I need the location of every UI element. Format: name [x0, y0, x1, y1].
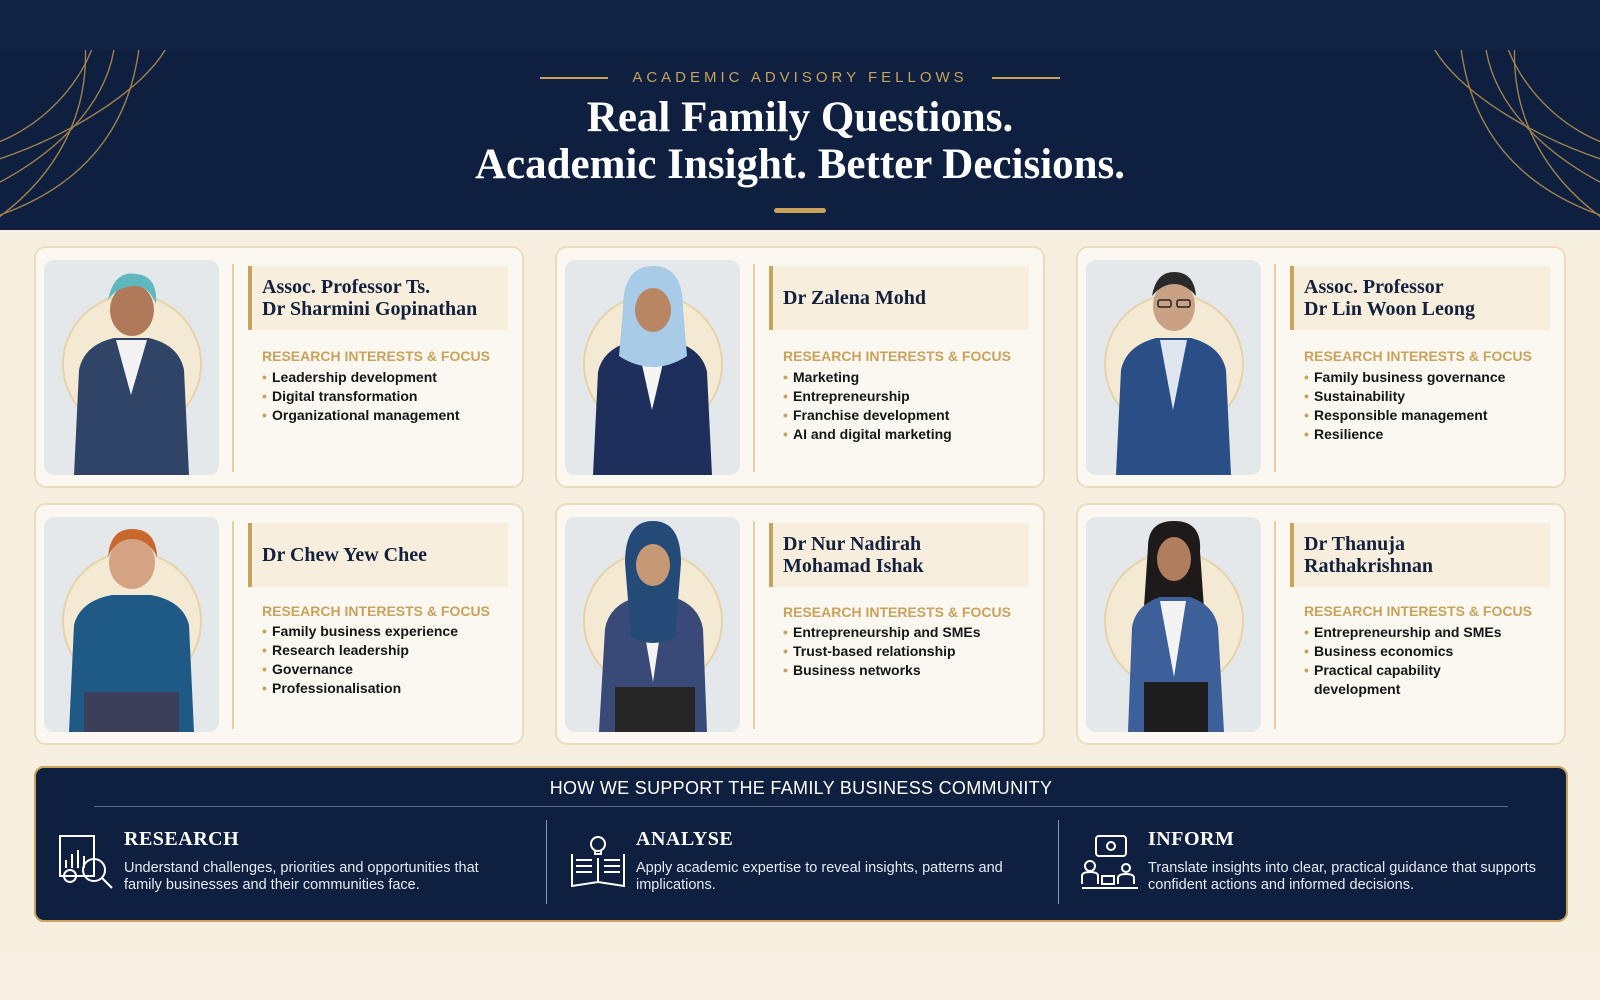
fellow-name-box: [1290, 523, 1550, 587]
pillar-text: Apply academic expertise to reveal insights, patterns and implications.: [636, 860, 1003, 893]
card-divider: [753, 264, 755, 472]
person-silhouette-icon: [44, 517, 219, 732]
pillar-inform: [1060, 820, 1560, 908]
interest-item: • Business networks: [783, 661, 1038, 680]
interest-item: • Professionalisation: [262, 679, 517, 698]
interest-item: • Digital transformation: [262, 387, 517, 406]
interests-list: [262, 622, 517, 698]
pillar-analyse: [548, 820, 1048, 908]
fellow-name: Dr Nur Nadirah Mohamad Ishak: [783, 533, 924, 577]
pillar-heading: ANALYSE: [636, 828, 734, 850]
fellow-name: Dr Zalena Mohd: [783, 287, 926, 309]
interests-list: [783, 368, 1038, 444]
pillar-research: [36, 820, 536, 908]
pillar-separator: [546, 820, 547, 904]
fellow-photo: [565, 260, 740, 475]
pillar-separator: [1058, 820, 1059, 904]
fellow-name: Dr Thanuja Rathakrishnan: [1304, 533, 1433, 577]
card-divider: [232, 521, 234, 729]
research-interests-label: RESEARCH INTERESTS & FOCUS: [262, 603, 490, 619]
interest-item: • Organizational management: [262, 406, 517, 425]
card-divider: [753, 521, 755, 729]
support-rule: [94, 806, 1508, 807]
card-divider: [1274, 264, 1276, 472]
person-silhouette-icon: [565, 517, 740, 732]
person-silhouette-icon: [1086, 260, 1261, 475]
interest-item: • Business economics: [1304, 642, 1559, 661]
person-silhouette-icon: [1086, 517, 1261, 732]
research-interests-label: RESEARCH INTERESTS & FOCUS: [783, 604, 1011, 620]
fellow-name: Dr Chew Yew Chee: [262, 544, 427, 566]
person-silhouette-icon: [44, 260, 219, 475]
fellow-photo: [1086, 517, 1261, 732]
eyebrow-text: ACADEMIC ADVISORY FELLOWS: [632, 69, 968, 86]
interest-item: • Practical capability development: [1304, 661, 1474, 699]
interest-item: • Resilience: [1304, 425, 1559, 444]
fellow-photo: [44, 260, 219, 475]
fellow-card: [1076, 503, 1566, 745]
interest-item: • Franchise development: [783, 406, 1038, 425]
support-panel: [34, 766, 1568, 922]
fellow-card: [555, 503, 1045, 745]
pillar-text: Understand challenges, priorities and opportunities that family businesses and their communities face.: [124, 860, 479, 893]
interest-item: • Family business governance: [1304, 368, 1559, 387]
research-chart-magnifier-icon: [56, 832, 116, 892]
research-interests-label: RESEARCH INTERESTS & FOCUS: [1304, 603, 1532, 619]
card-divider: [232, 264, 234, 472]
interest-item: • Leadership development: [262, 368, 517, 387]
fellow-card: [34, 246, 524, 488]
support-title: HOW WE SUPPORT THE FAMILY BUSINESS COMMUNITY: [549, 778, 1053, 798]
eyebrow-line-left: [540, 77, 608, 79]
fellow-name-box: [769, 523, 1029, 587]
fellow-name-box: [769, 266, 1029, 330]
fellow-card: [1076, 246, 1566, 488]
research-interests-label: RESEARCH INTERESTS & FOCUS: [1304, 348, 1532, 364]
title-line-2: Academic Insight. Better Decisions.: [474, 141, 1126, 188]
interest-item: • AI and digital marketing: [783, 425, 1038, 444]
page-title: [0, 94, 1600, 188]
interest-item: • Trust-based relationship: [783, 642, 1038, 661]
fellow-name-box: [1290, 266, 1550, 330]
fellow-name-box: [248, 523, 508, 587]
interest-item: • Governance: [262, 660, 517, 679]
interest-item: • Responsible management: [1304, 406, 1559, 425]
fellow-photo: [44, 517, 219, 732]
interest-item: • Marketing: [783, 368, 1038, 387]
interests-list: [262, 368, 517, 425]
hero-banner: [0, 50, 1600, 230]
fellow-name: Assoc. Professor Dr Lin Woon Leong: [1304, 276, 1475, 320]
fellow-card: [555, 246, 1045, 488]
eyebrow-line-right: [992, 77, 1060, 79]
fellow-photo: [565, 517, 740, 732]
pillar-heading: INFORM: [1148, 828, 1235, 850]
pillar-heading: RESEARCH: [124, 828, 240, 850]
interest-item: • Research leadership: [262, 641, 517, 660]
top-bar: [0, 0, 1600, 50]
research-interests-label: RESEARCH INTERESTS & FOCUS: [262, 348, 490, 364]
book-lightbulb-icon: [568, 832, 628, 892]
interest-item: • Entrepreneurship and SMEs: [783, 623, 1038, 642]
person-silhouette-icon: [565, 260, 740, 475]
fellow-name: Assoc. Professor Ts. Dr Sharmini Gopinathan: [262, 276, 478, 320]
title-underline: [774, 208, 826, 213]
interests-list: [783, 623, 1038, 680]
interest-item: • Entrepreneurship and SMEs: [1304, 623, 1559, 642]
fellow-name-box: [248, 266, 508, 330]
interest-item: • Sustainability: [1304, 387, 1559, 406]
interests-list: [1304, 623, 1559, 699]
fellow-photo: [1086, 260, 1261, 475]
presenter-audience-icon: [1080, 832, 1140, 892]
interest-item: • Entrepreneurship: [783, 387, 1038, 406]
title-line-1: Real Family Questions.: [586, 94, 1014, 141]
research-interests-label: RESEARCH INTERESTS & FOCUS: [783, 348, 1011, 364]
interest-item: • Family business experience: [262, 622, 517, 641]
pillar-text: Translate insights into clear, practical guidance that supports confident actions and informed decisions.: [1148, 860, 1536, 893]
fellow-card: [34, 503, 524, 745]
card-divider: [1274, 521, 1276, 729]
interests-list: [1304, 368, 1559, 444]
